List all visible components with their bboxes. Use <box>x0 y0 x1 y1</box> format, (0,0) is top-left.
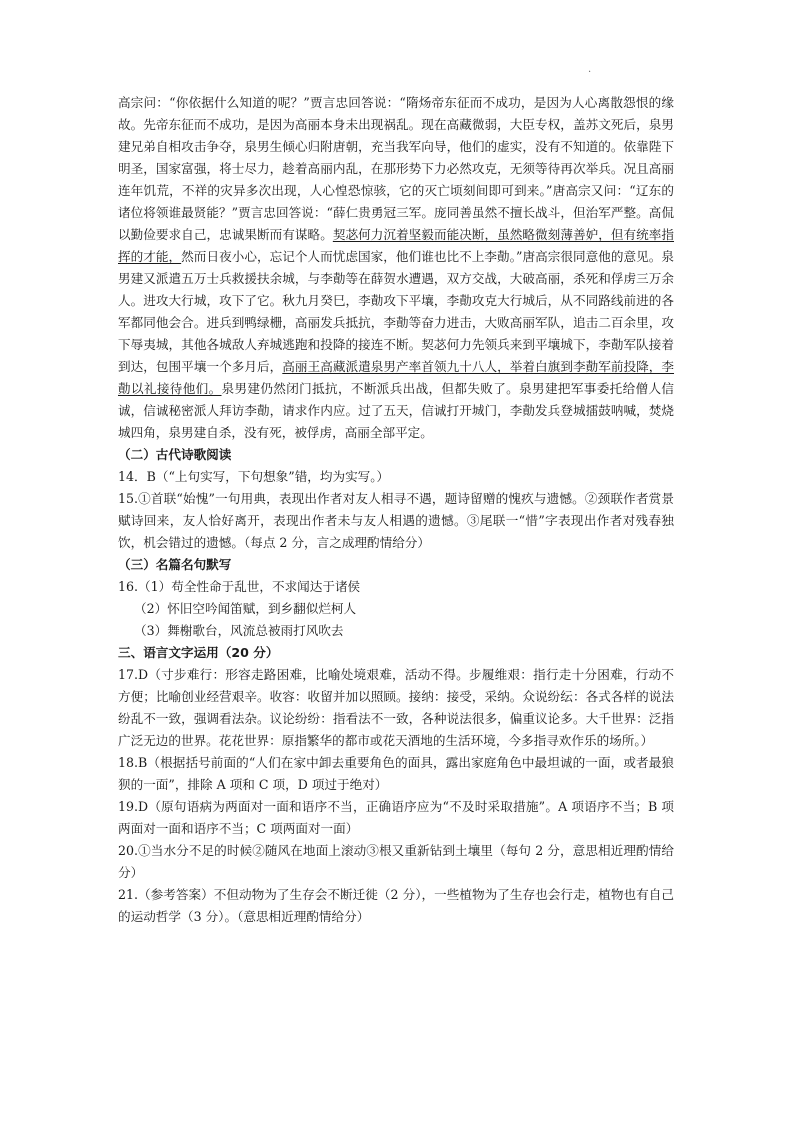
section-heading-language: 三、语言文字运用（20 分） <box>118 645 279 660</box>
answer-16-2: （2）怀旧空吟闻笛赋，到乡翻似烂柯人 <box>134 601 357 616</box>
answer-14: 14．B（“上句实写，下句想象”错，均为实写。） <box>118 469 390 484</box>
answer-17: 17.D（寸步难行：形容走路困难，比喻处境艰难，活动不得。步履维艰：指行走十分困难，行动不方便；比喻创业经营艰辛。收容：收留并加以照顾。接纳：接受，采纳。众说纷纭：各式各样的说法纷乱不一致，强调看法杂。议论纷纷：指看法不一致，各种说法很多，偏重议论多。大千世界：泛指广泛无边的世界。花花世界：原指繁华的都市或花天酒地的生活环境，今多指寻欢作乐的场所。） <box>118 667 674 748</box>
answer-19: 19.D（原句语病为两面对一面和语序不当，正确语序应为“不及时采取措施”。A 项语序不当；B 项两面对一面和语序不当；C 项两面对一面） <box>118 799 674 836</box>
underlined-sentence-1: 契苾何力沉着坚毅而能决断，虽然略微刻薄善妒，但有统率指挥的才能， <box>118 227 675 264</box>
passage-text-post: 泉男建仍然闭门抵抗，不断派兵出战，但都失败了。泉男建把军事委托给僧人信诚，信诚秘密派人拜访李勣，请求作内应。过了五天，信诚打开城门，李勣发兵登城擂鼓呐喊，焚烧城四角，泉男建自杀，没有死，被俘虏，高丽全部平定。 <box>118 381 675 440</box>
top-mark: . <box>588 64 592 75</box>
section-heading-dictation: （三）名篇名句默写 <box>118 557 232 572</box>
passage-text-mid: 然而日夜小心，忘记个人而忧虑国家，他们谁也比不上李勣。”唐高宗很同意他的意见。泉男建又派遣五万士兵救援扶余城，与李勣等在薛贺水遭遇，双方交战，大破高丽，杀死和俘虏三万余人。进攻大行城，攻下了它。秋九月癸巳，李勣攻下平壤，李勣攻克大行城后，从不同路线前进的各军都同他会合。进兵到鸭绿栅，高丽发兵抵抗，李勣等奋力进击，大败高丽军队，追击二百余里，攻下辱夷城，其他各城敌人弃城逃跑和投降的接连不断。契苾何力先领兵来到平壤城下，李勣军队接着到达，包围平壤一个多月后， <box>118 249 675 374</box>
answer-15: 15.①首联“始愧”一句用典，表现出作者对友人相寻不遇，题诗留赠的愧疚与遗憾。②颈联作者赏景赋诗回来，友人恰好离开，表现出作者未与友人相遇的遗憾。③尾联一“惜”字表现出作者对残春独饮，机会错过的遗憾。（每点 2 分，言之成理酌情给分） <box>118 491 674 550</box>
answer-16-1: 16.（1）苟全性命于乱世，不求闻达于诸侯 <box>118 579 361 594</box>
answer-20: 20.①当水分不足的时候②随风在地面上滚动③根又重新钻到土壤里（每句 2 分，意思相近理酌情给分） <box>118 843 674 880</box>
passage-translation <box>118 92 674 444</box>
answer-content <box>118 92 674 928</box>
answer-16-3: （3）舞榭歌台，风流总被雨打风吹去 <box>134 623 344 638</box>
passage-text-pre: 高宗问：“你依据什么知道的呢？”贾言忠回答说：“隋炀帝东征而不成功，是因为人心离散怨恨的缘故。先帝东征而不成功，是因为高丽本身未出现祸乱。现在高藏微弱，大臣专权，盖苏文死后，泉男建兄弟自相攻击争夺，泉男生倾心归附唐朝，充当我军向导，他们的虚实，没有不知道的。依靠陛下明圣，国家富强，将士尽力，趁着高丽内乱，在那形势下力必然攻克，无须等待再次举兵。况且高丽连年饥荒，不祥的灾异多次出现，人心惶恐惊骇，它的灭亡顷刻间即可到来。”唐高宗又问：“辽东的诸位将领谁最贤能？”贾言忠回答说：“薛仁贵勇冠三军。庞同善虽然不擅长战斗，但治军严整。高侃以勤俭要求自己，忠诚果断而有谋略。 <box>118 95 674 242</box>
section-heading-poetry: （二）古代诗歌阅读 <box>118 447 232 462</box>
underlined-sentence-2: 高丽王高藏派遣泉男产率首领九十八人，举着白旗到李勣军前投降，李勣以礼接待他们。 <box>118 359 675 396</box>
answer-18: 18.B（根据括号前面的“人们在家中卸去重要角色的面具，露出家庭角色中最坦诚的一面，或者最狼狈的一面”，排除 A 项和 C 项，D 项过于绝对） <box>118 755 674 792</box>
answer-21: 21.（参考答案）不但动物为了生存会不断迁徙（2 分），一些植物为了生存也会行走，植物也有自己的运动哲学（3 分）。（意思相近理酌情给分） <box>118 887 674 924</box>
